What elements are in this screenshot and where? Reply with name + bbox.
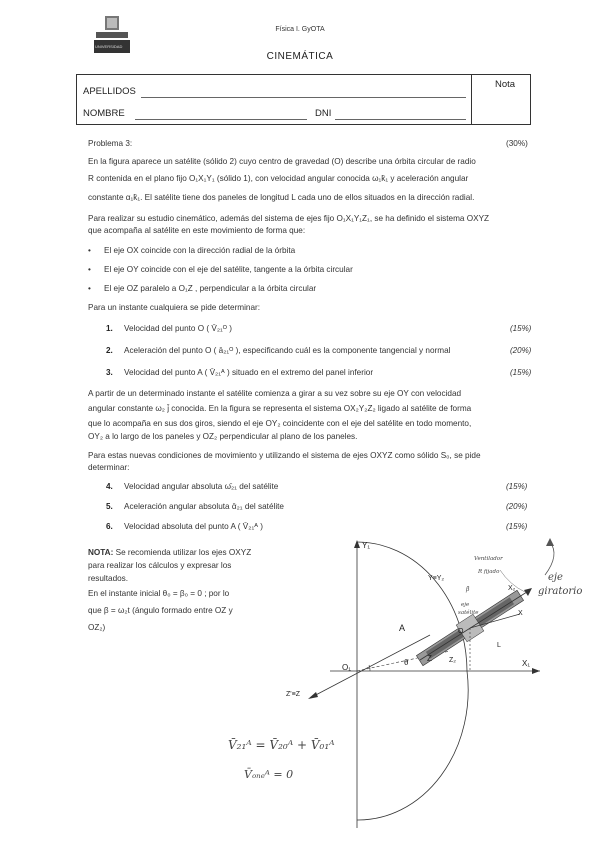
question-4-weight: (15%)	[506, 482, 528, 491]
note-ventilador: Ventilador	[474, 556, 503, 562]
page-title: CINEMÁTICA	[266, 51, 334, 62]
label-yy: Y≡Y₂	[428, 575, 445, 582]
note-line-5: que β = ω₂t (ángulo formado entre OZ y	[88, 606, 233, 615]
y-axis	[420, 590, 530, 660]
note-label: NOTA:	[88, 548, 114, 557]
intro-line-3: constante α₁k̄₁. El satélite tiene dos paneles de longitud L cada uno de ellos situados en la dirección radial.	[88, 193, 475, 202]
note-beta: β	[466, 586, 470, 593]
handwritten-arrow	[545, 542, 554, 575]
question-5-weight: (20%)	[506, 502, 528, 511]
note-line-4: En el instante inicial θ₀ = β₀ = 0 ; por lo	[88, 589, 230, 598]
question-number: 2.	[106, 346, 113, 355]
bullet-item: El eje OX coincide con la dirección radial de la órbita	[104, 246, 296, 255]
label-a: A	[399, 623, 406, 633]
dni-field[interactable]	[335, 119, 466, 120]
label-eje: eje	[548, 572, 563, 583]
system-line-1: Para realizar su estudio cinemático, además del sistema de ejes fijo O₁X₁Y₁Z₁, se ha definido el sistema OXYZ	[88, 214, 490, 223]
label-x1: X₁	[522, 659, 531, 668]
note-eje: eje	[461, 602, 470, 608]
part2-line-6: determinar:	[88, 463, 130, 472]
question-number: 4.	[106, 482, 113, 491]
handwritten-equation: V̄₂₁ᴬ = V̄₂₀ᴬ + V̄₀₁ᴬ	[228, 738, 335, 752]
label-giratorio: giratorio	[538, 586, 583, 597]
part2-line-3: que lo acompaña en sus dos giros, siendo el eje OY₂ coincidente con el eje del satélite en todo momento,	[88, 419, 472, 428]
question-number: 6.	[106, 522, 113, 531]
z-axis	[310, 635, 430, 698]
bullet-dot: •	[88, 246, 91, 255]
bullet-item: El eje OY coincide con el eje del satélite, tangente a la órbita circular	[104, 265, 353, 274]
dni-label: DNI	[315, 108, 332, 119]
part2-line-2: angular constante ω₂ j̄ conocida. En la figura se representa el sistema OX₂Y₂Z₂ ligado al satélite de forma	[88, 404, 472, 413]
part2-line-4: OY₂ a lo largo de los paneles y OZ₂ perpendicular al plano de los paneles.	[88, 432, 358, 441]
note-line-2: para realizar los cálculos y expresar los	[88, 561, 232, 570]
system-line-2: que acompaña al satélite en este movimiento de forma que:	[88, 226, 306, 235]
note-line-3: resultados.	[88, 574, 129, 583]
question-1: Velocidad del punto O ( V̄₂₁ᴼ )	[124, 324, 232, 333]
label-x2: X₂	[508, 585, 516, 592]
note-text: Se recomienda utilizar los ejes OXYZ	[113, 548, 252, 557]
label-x: X	[518, 610, 523, 617]
problem-weight: (30%)	[506, 139, 528, 148]
question-6-weight: (15%)	[506, 522, 528, 531]
handwritten-line-2: V̄ₒₙₑᴬ = 0	[244, 768, 294, 781]
label-zz: Z'≡Z	[286, 691, 300, 698]
ask-line-1: Para un instante cualquiera se pide determinar:	[88, 303, 261, 312]
intro-line-1: En la figura aparece un satélite (sólido 2) cuyo centro de gravedad (O) describe una órbita circular de radio	[88, 157, 476, 166]
nombre-label: NOMBRE	[83, 108, 125, 119]
question-2: Aceleración del punto O ( ā₂₁ᴼ ), especificando cuál es la componente tangencial y normal	[124, 346, 451, 355]
bullet-dot: •	[88, 265, 91, 274]
question-5: Aceleración angular absoluta ᾱ₂₁ del satélite	[124, 502, 284, 511]
question-3-weight: (15%)	[510, 368, 532, 377]
logo-text: UNIVERSIDAD	[95, 44, 123, 49]
label-l: L	[497, 642, 501, 649]
label-z2: Z₂	[449, 657, 456, 664]
question-1-weight: (15%)	[510, 324, 532, 333]
label-o1: O₁	[342, 663, 351, 672]
question-4: Velocidad angular absoluta ω̄₂₁ del satélite	[124, 482, 279, 491]
note-line-6: OZ₂)	[88, 623, 106, 632]
question-2-weight: (20%)	[510, 346, 532, 355]
part2-line-1: A partir de un determinado instante el satélite comienza a girar a su vez sobre su eje OY con velocidad	[88, 389, 462, 398]
z-arrow-icon	[308, 692, 318, 699]
part2-line-5: Para estas nuevas condiciones de movimiento y utilizando el sistema de ejes OXYZ como sólido S₀, se pide	[88, 451, 481, 460]
question-3: Velocidad del punto A ( V̄₂₁ᴬ ) situado en el extremo del panel inferior	[124, 368, 374, 377]
bullet-dot: •	[88, 284, 91, 293]
note-line-1	[88, 547, 298, 559]
nombre-field[interactable]	[135, 119, 307, 120]
note-satelite: satélite	[458, 610, 479, 616]
intro-line-2: R contenida en el plano fijo O₁X₁Y₁ (sólido 1), con velocidad angular conocida ω₁k̄₁ y aceleración angular	[88, 174, 469, 183]
label-theta: θ	[404, 658, 409, 667]
bullet-item: El eje OZ paralelo a O₁Z , perpendicular a la órbita circular	[104, 284, 317, 293]
note-fijado: R fijado	[478, 569, 500, 575]
orbit-arc	[357, 542, 468, 820]
question-number: 5.	[106, 502, 113, 511]
apellidos-label: APELLIDOS	[83, 86, 136, 97]
label-o: O	[458, 628, 464, 635]
question-number: 1.	[106, 324, 113, 333]
y1-arrow-icon	[354, 540, 360, 548]
apellidos-field[interactable]	[141, 97, 466, 98]
course-name: Física I. GyOTA	[275, 26, 325, 33]
nota-label: Nota	[495, 79, 516, 90]
handwritten-arrowhead-icon	[546, 538, 554, 546]
label-y1: Y₁	[362, 541, 371, 550]
y-arrow-icon	[524, 588, 532, 596]
x1-arrow-icon	[532, 668, 540, 674]
problem-title: Problema 3:	[88, 139, 133, 148]
student-info-box	[76, 74, 531, 125]
question-6: Velocidad absoluta del punto A ( V̄₂₁ᴬ )	[124, 522, 263, 531]
question-number: 3.	[106, 368, 113, 377]
label-z: Z	[427, 654, 432, 663]
